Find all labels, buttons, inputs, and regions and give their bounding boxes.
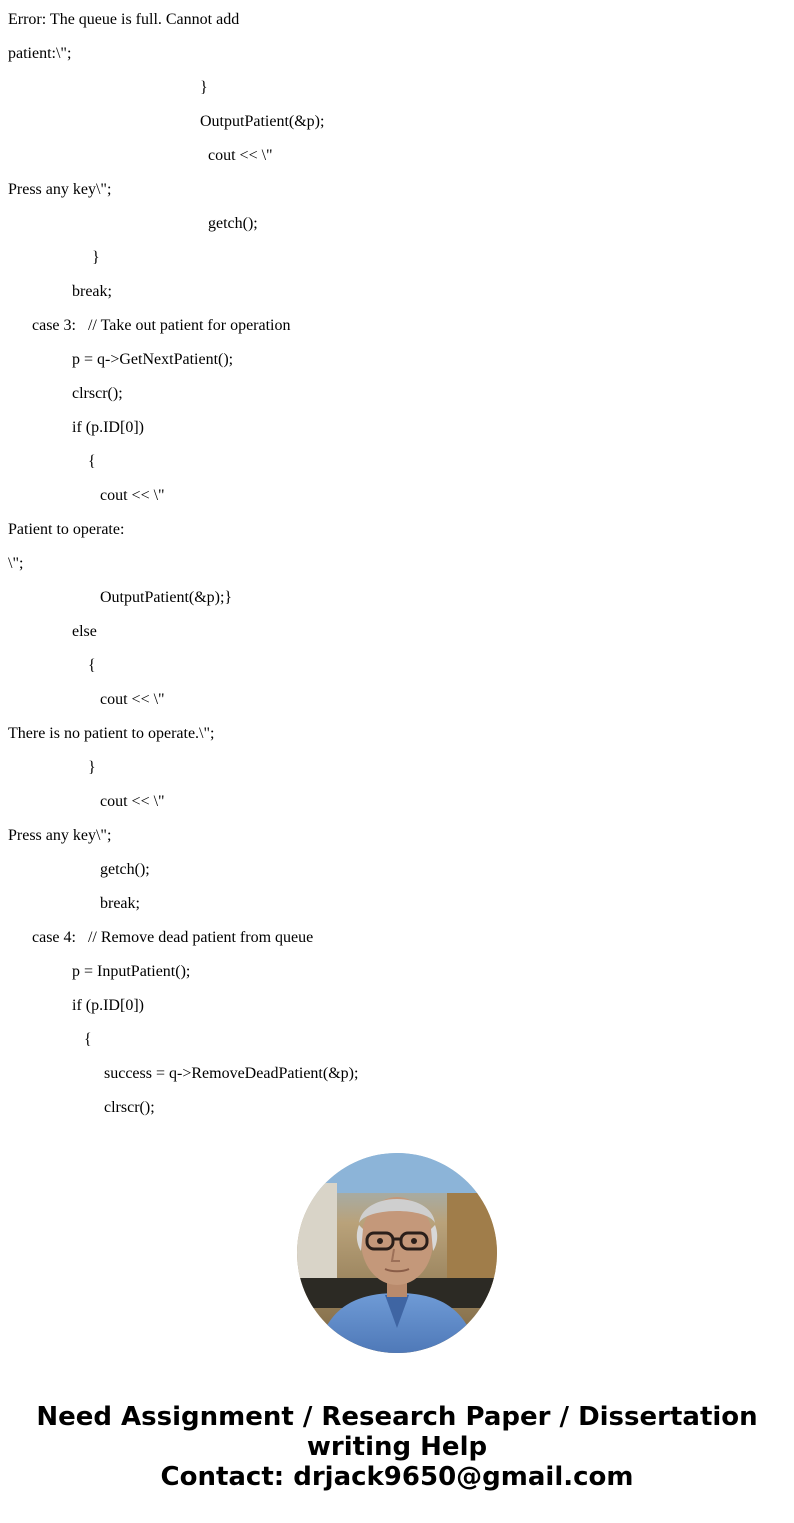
code-line: cout << \" <box>100 691 165 708</box>
code-line: cout << \" <box>100 487 165 504</box>
cta-contact-line: Contact: drjack9650@gmail.com <box>160 1462 634 1492</box>
code-line: clrscr(); <box>104 1099 155 1116</box>
code-line: getch(); <box>100 861 150 878</box>
code-line: Press any key\"; <box>8 181 112 198</box>
code-line: { <box>88 453 96 470</box>
code-line: if (p.ID[0]) <box>72 997 144 1014</box>
code-line: patient:\"; <box>8 45 72 62</box>
code-line: case 3: // Take out patient for operation <box>32 317 291 334</box>
code-line: { <box>84 1031 92 1048</box>
code-line: Press any key\"; <box>8 827 112 844</box>
code-line: There is no patient to operate.\"; <box>8 725 215 742</box>
code-line: break; <box>100 895 140 912</box>
cta-line-1: Need Assignment / Research Paper / Dissertation <box>36 1402 758 1432</box>
cta-line-2: writing Help <box>306 1432 488 1462</box>
avatar-portrait <box>297 1153 497 1353</box>
code-line: break; <box>72 283 112 300</box>
code-line: cout << \" <box>100 793 165 810</box>
code-line: { <box>88 657 96 674</box>
code-line: \"; <box>8 555 24 572</box>
code-line: } <box>200 79 208 96</box>
code-line: Error: The queue is full. Cannot add <box>8 11 240 28</box>
code-line: case 4: // Remove dead patient from queue <box>32 929 314 946</box>
code-line: OutputPatient(&p); <box>200 113 325 130</box>
code-line: if (p.ID[0]) <box>72 419 144 436</box>
code-line: success = q->RemoveDeadPatient(&p); <box>104 1065 359 1082</box>
code-line: getch(); <box>208 215 258 232</box>
code-line: cout << \" <box>208 147 273 164</box>
code-line: else <box>72 623 97 640</box>
code-line: p = InputPatient(); <box>72 963 191 980</box>
code-line: Patient to operate: <box>8 521 125 538</box>
code-line: } <box>88 759 96 776</box>
contact-banner <box>0 1402 794 1492</box>
code-line: } <box>92 249 100 266</box>
code-line: p = q->GetNextPatient(); <box>72 351 234 368</box>
author-avatar <box>297 1153 497 1353</box>
code-line: clrscr(); <box>72 385 123 402</box>
code-line: OutputPatient(&p);} <box>100 589 233 606</box>
